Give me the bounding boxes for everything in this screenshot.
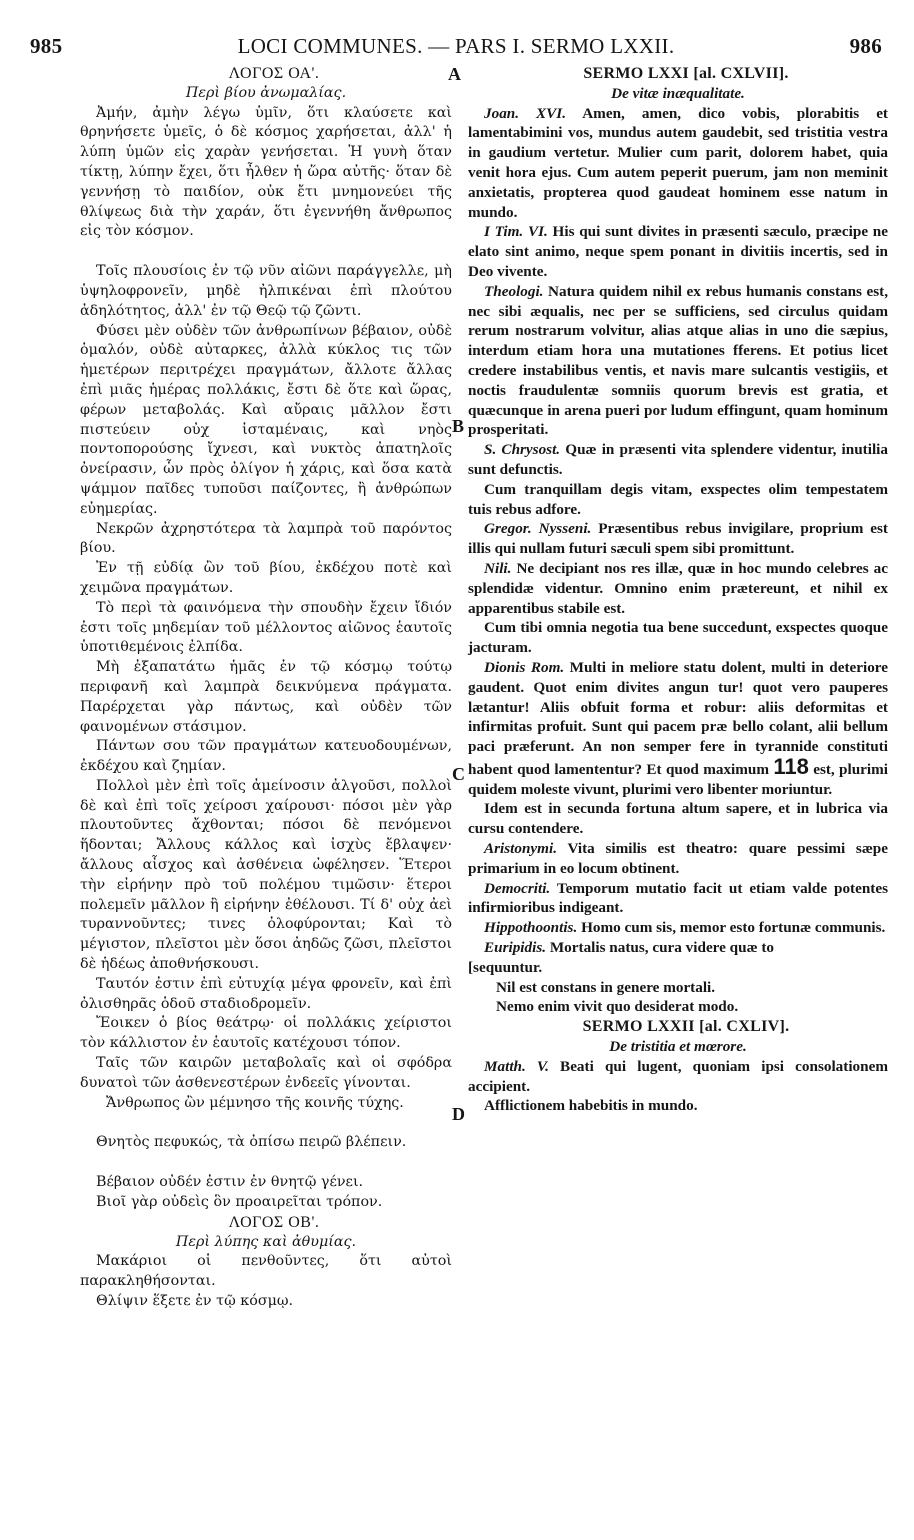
source-citation: Nili. [484, 559, 512, 577]
greek-paragraph: Πάντων σου τῶν πραγμάτων κατευοδουμένων, ἐκδέχου καὶ ζημίαν. [80, 738, 452, 775]
greek-paragraph: Ταῖς τῶν καιρῶν μεταβολαῖς καὶ οἱ σφόδρα δυνατοὶ τῶν ἀσθενεστέρων ἐνδεεῖς γίνονται. [80, 1055, 452, 1091]
latin-paragraph: Dionis Rom. Multi in meliore statu dolent, multi in deteriore gaudent. Quot enim divites angun tur! quot vero pauperes lætantur! Aliis obfuit forma et robur: aliis deformitas et infirmitas profuit. Sunt qui pacem præ bello colant, alii bellum paci præferunt. An non semper fere in tyrannide constituti habent quod lamententur? Et quod maximum 118 est, plurimi quidem moleste vivunt, plurimi vero libenter moriuntur. [468, 658, 889, 798]
latin-sermon-71-title: SERMO LXXI [al. CXLVII]. [583, 65, 789, 82]
source-citation: Democriti. [484, 879, 551, 897]
latin-paragraph: Idem est in secunda fortuna altum sapere, et in lubrica via cursu contendere. [468, 800, 888, 838]
running-header [30, 34, 882, 62]
latin-sermon-72-subtitle: De tristitia et mœrore. [609, 1038, 747, 1056]
greek-column [80, 64, 452, 1504]
greek-paragraph: Νεκρῶν ἀχρηστότερα τὰ λαμπρὰ τοῦ παρόντος βίου. [80, 520, 452, 557]
latin-paragraph: Cum tibi omnia negotia tua bene succedunt, exspectes quoque jacturam. [468, 619, 888, 657]
source-citation: S. Chrysost. [484, 441, 561, 459]
latin-paragraph: Aristonymi. Vita similis est theatro: quare pessimi sæpe primarium in eo locum obtinent. [468, 840, 888, 877]
greek-paragraph: Τοῖς πλουσίοις ἐν τῷ νῦν αἰῶνι παράγγελλε, μὴ ὑψηλοφρονεῖν, μηδὲ ἠλπικέναι ἐπὶ πλούτου ἀδηλότητος, ἀλλ' ἐν τῷ Θεῷ τῷ ζῶντι. [80, 263, 452, 319]
latin-paragraph: S. Chrysost. Quæ in præsenti vita splendere videntur, inutilia sunt defunctis. [468, 441, 888, 478]
source-citation: Dionis Rom. [484, 658, 565, 676]
running-title: LOCI COMMUNES. — PARS I. SERMO LXXII. [237, 34, 675, 58]
latin-paragraph: Hippothoontis. Homo cum sis, memor esto fortunæ communis. [484, 919, 886, 937]
latin-paragraph: Theologi. Natura quidem nihil ex rebus humanis constans est, nec sibi æqualis, nec per se sufficiens, sed circulus quidam rerum nostrarum volvitur, alias atque alias in uno die sæpius, interdum etiam hora una mutationes fferens. Et potius licet credere instabilibus ventis, et navis mare sulcantis vestigiis, et noctis fraudulentæ somniis quorum brevis est gratia, et quæcunque in arena pueri por ludum effingunt, quam hominum prosperitati. [468, 282, 888, 439]
source-citation: I Tim. VI. [484, 223, 548, 241]
source-citation: Matth. V. [484, 1057, 549, 1075]
greek-sermon-71-title: ΛΟΓΟΣ ΟΑ'. [228, 65, 320, 82]
latin-paragraph: Cum tranquillam degis vitam, exspectes olim tempestatem tuis rebus adfore. [468, 480, 888, 518]
latin-sermon-72-title: SERMO LXXII [al. CXLIV]. [582, 1018, 790, 1036]
greek-verse: Βέβαιον οὐδέν ἐστιν ἐν θνητῷ γένει. [96, 1174, 364, 1191]
page-number-right: 986 [849, 34, 882, 58]
greek-verse: Θνητὸς πεφυκώς, τὰ ὀπίσω πειρῶ βλέπειν. [96, 1134, 407, 1151]
greek-paragraph: Ἐν τῇ εὐδίᾳ ὢν τοῦ βίου, ἐκδέχου ποτὲ καὶ χειμῶνα πραγμάτων. [80, 560, 452, 596]
greek-paragraph: Μακάριοι οἱ πενθοῦντες, ὅτι αὐτοὶ παρακληθήσονται. [80, 1253, 452, 1290]
margin-letter-c: C [452, 764, 465, 784]
latin-paragraph: Matth. V. Beati qui lugent, quoniam ipsi consolationem accipient. [468, 1057, 888, 1095]
greek-sermon-71-subtitle: Περὶ βίου ἀνωμαλίας. [185, 84, 347, 101]
verse-continuation: [sequuntur. [468, 958, 543, 976]
latin-paragraph: Afflictionem habebitis in mundo. [484, 1097, 698, 1115]
latin-paragraph: Nili. Ne decipiant nos res illæ, quæ in hoc mundo celebres ac splendidæ videntur. Omnino enim prætereunt, et nihil ex apparentibus stabile est. [468, 559, 888, 617]
latin-paragraph: Joan. XVI. Amen, amen, dico vobis, plorabitis et lamentabimini vos, mundus autem gaudebit, sed tristitia vestra in gaudium vertetur. Mulier cum parit, dolorem habet, quia venit hora ejus. Cum autem peperit puerum, jam non meminit anxietatis, propterea quod gaudeat hominem esse natum in mundo. [468, 104, 888, 221]
greek-paragraph: Μὴ ἐξαπατάτω ἡμᾶς ἐν τῷ κόσμῳ τούτῳ περιφανῆ καὶ λαμπρὰ δεικνύμενα πράγματα. Παρέρχεται γὰρ πάντως, καὶ οὐδὲν τῶν φαινομένων στάσιμον. [80, 659, 452, 735]
greek-paragraph: Πολλοὶ μὲν ἐπὶ τοῖς ἀμείνοσιν ἀλγοῦσι, πολλοὶ δὲ καὶ ἐπὶ τοῖς χείροσι χαίρουσι· πόσοι μὲν γὰρ πλουτοῦντες ἄχθονται; πόσοι δὲ πενόμενοι ἥδονται; Ἄλλους κάλλος καὶ ἰσχὺς ἔβλαψεν· ἄλλους αἶσχος καὶ ἀσθένεια ὠφέλησεν. Ἕτεροι τὴν εἰρήνην πρὸ τοῦ πολέμου τιμῶσιν· ἕτεροι πολεμεῖν μᾶλλον ἢ εἰρήνην ἐθέλουσι. Τί δ' οὐχ ἀεὶ τυραννοῦντες; τινες ὀλοφύρονται; Καὶ τὸ μέγιστον, πλεῖστοι μὲν ὅσοι ἀηδῶς ζῶσι, πλεῖστοι δὲ ἡδέως ἀποθνήσκουσι. [80, 777, 452, 973]
margin-letter-b: B [452, 416, 465, 436]
column-number: 118 [773, 753, 809, 779]
greek-paragraph: Τὸ περὶ τὰ φαινόμενα τὴν σπουδὴν ἔχειν ἴδιόν ἐστι τοῖς μηδεμίαν τοῦ μέλλοντος αἰῶνος ἑαυτοῖς ὑποτιθεμένοις ἐλπίδα. [80, 599, 452, 656]
latin-paragraph: Gregor. Nysseni. Præsentibus rebus invigilare, proprium est illis qui nullam futuri sæculi spem sibi promittunt. [468, 520, 888, 558]
latin-verse: Nemo enim vivit quo desiderat modo. [496, 998, 739, 1016]
greek-verse: Βιοῖ γὰρ οὐδεὶς ὃν προαιρεῖται τρόπον. [96, 1194, 383, 1211]
greek-sermon-72-title: ΛΟΓΟΣ ΟΒ'. [228, 1213, 320, 1231]
source-citation: Aristonymi. [484, 840, 558, 858]
margin-letter-d: D [452, 1104, 465, 1124]
latin-column [468, 64, 888, 1504]
latin-verse: Nil est constans in genere mortali. [496, 978, 716, 996]
greek-paragraph: Ταυτόν ἐστιν ἐπὶ εὐτυχίᾳ μέγα φρονεῖν, καὶ ἐπὶ ὀλισθηρᾶς ὁδοῦ σταδιοδρομεῖν. [80, 975, 452, 1012]
greek-paragraph: Θλίψιν ἕξετε ἐν τῷ κόσμῳ. [96, 1293, 294, 1310]
source-citation: Gregor. Nysseni. [484, 520, 592, 538]
latin-paragraph: Euripidis. Mortalis natus, cura videre quæ to [484, 939, 774, 957]
greek-paragraph: Ἀμήν, ἀμὴν λέγω ὑμῖν, ὅτι κλαύσετε καὶ θρηνήσετε ὑμεῖς, ὁ δὲ κόσμος χαρήσεται, ἀλλ' ἡ λύπη ὑμῶν εἰς χαρὰν γενήσεται. Ἡ γυνὴ ὅταν τίκτῃ, λύπην ἔχει, ὅτι ἦλθεν ἡ ὥρα αὐτῆς· ὅταν δὲ γεννήσῃ τὸ παιδίον, οὐκ ἔτι μνημονεύει τῆς θλίψεως διὰ τὴν χαράν, ὅτι ἐγεννήθη ἄνθρωπος εἰς τὸν κόσμον. [80, 104, 452, 240]
source-citation: Theologi. [484, 282, 544, 300]
margin-letter-a: A [448, 64, 461, 84]
greek-verse: Ἄνθρωπος ὢν μέμνησο τῆς κοινῆς τύχης. [106, 1094, 404, 1111]
page-number-left: 985 [30, 34, 63, 58]
source-citation: Joan. XVI. [484, 104, 567, 122]
latin-paragraph: Democriti. Temporum mutatio facit ut etiam valde potentes infirmioribus indigeant. [468, 879, 888, 917]
latin-paragraph: I Tim. VI. His qui sunt divites in præsenti sæculo, præcipe ne elato sint animo, neque spem ponant in divitiis incertis, sed in Deo vivente. [468, 223, 888, 280]
greek-sermon-72-subtitle: Περὶ λύπης καὶ ἀθυμίας. [175, 1233, 357, 1250]
greek-paragraph: Φύσει μὲν οὐδὲν τῶν ἀνθρωπίνων βέβαιον, οὐδὲ ὁμαλόν, οὐδὲ αὐταρκες, ἀλλὰ κύκλος τις τῶν ἡμετέρων περιτρέχει πραγμάτων, ἄλλοτε ἄλλας ἐπὶ μιᾶς ἡμέρας πολλάκις, ἔστι δὲ ὅτε καὶ ὥρας, φέρων μεταβολάς. Καὶ αὔραις μᾶλλον ἔστι πιστεύειν οὐχ ἱσταμέναις, καὶ νηὸς ποντοπορούσης ἴχνεσι, καὶ νυκτὸς ἀπατηλοῖς ὀνείρασιν, ὧν πρὸς ὀλίγον ἡ χάρις, καὶ ὅσα κατὰ ψάμμον παῖδες τυποῦσι παίζοντες, ἢ ἀνθρώπων εὐημερίας. [80, 322, 452, 517]
source-citation: Hippothoontis. [484, 919, 578, 937]
greek-paragraph: Ἔοικεν ὁ βίος θεάτρῳ· οἱ πολλάκις χείριστοι τὸν κάλλιστον ἐν ἑαυτοῖς κατέχουσι τόπον. [80, 1015, 452, 1052]
latin-sermon-71-subtitle: De vitæ inæqualitate. [611, 84, 745, 102]
source-citation: Euripidis. [484, 939, 547, 957]
